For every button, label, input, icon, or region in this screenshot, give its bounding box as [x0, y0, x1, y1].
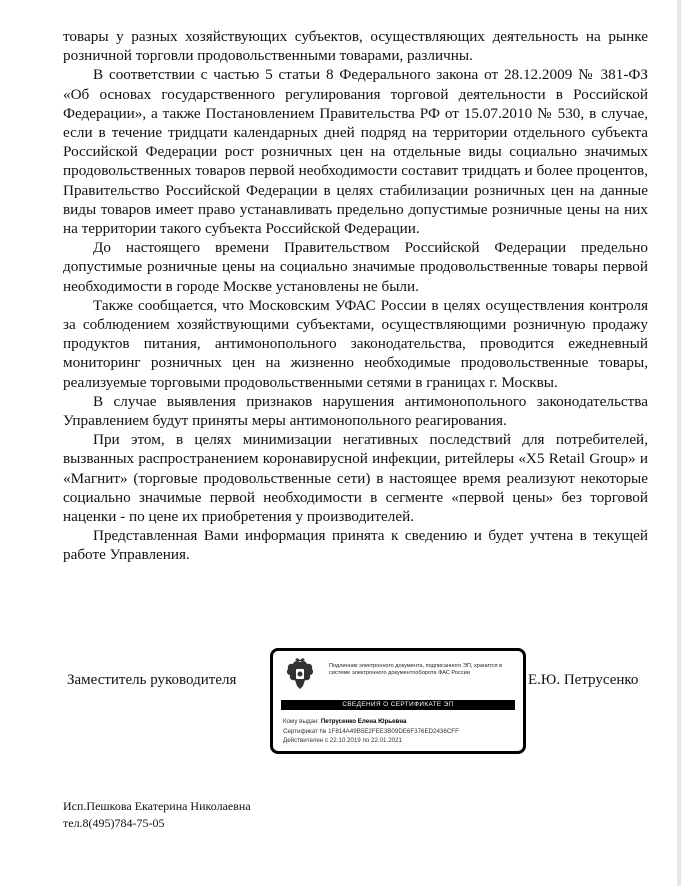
coat-of-arms-icon	[285, 658, 315, 692]
valid-from-date: 22.10.2019	[329, 737, 361, 744]
stamp-caption: Подлинник электронного документа, подписанного ЭП, хранится в системе электронного документооборота ФАС России	[329, 663, 503, 676]
paragraph-continuation: товары у разных хозяйствующих субъектов, осуществляющих деятельность на рынке розничной торговли продовольственными товарами, различны.	[63, 28, 648, 65]
letter-body	[63, 27, 648, 565]
certificate-heading: СВЕДЕНИЯ О СЕРТИФИКАТЕ ЭП	[281, 700, 515, 710]
paragraph-retailers: При этом, в целях минимизации негативных последствий для потребителей, вызванных распространением коронавирусной инфекции, ритейлеры «X5 Retail Group» и «Магнит» (торговые продовольственные сети) в настоящее время реализуют некоторые социально значимые первой необходимости в сегменте «первой цены» без торговой наценки - по цене их приобретения у производителей.	[63, 431, 648, 526]
paragraph-violations: В случае выявления признаков нарушения антимонопольного законодательства Управлением будут приняты меры антимонопольного реагирования.	[63, 392, 648, 430]
paragraph-monitoring: Также сообщается, что Московским УФАС России в целях осуществления контроля за соблюдением хозяйствующими субъектами, осуществляющими розничную продажу продуктов питания, антимонопольного законодательства, проводится ежедневный мониторинг розничных цен на жизненно необходимые продовольственные товары, реализуемые торговыми продовольственными сетями в границах г. Москвы.	[63, 296, 648, 391]
valid-from-label: Действителен с	[283, 737, 329, 744]
paragraph-closing: Представленная Вами информация принята к сведению и будет учтена в текущей работе Управления.	[63, 527, 648, 564]
electronic-signature-stamp	[270, 648, 526, 754]
issued-to-value: Петрусенко Елена Юрьевна	[320, 718, 407, 725]
executor-name: Исп.Пешкова Екатерина Николаевна	[63, 799, 251, 813]
executor-phone: тел.8(495)784-75-05	[63, 816, 165, 830]
valid-to-label: по	[362, 737, 370, 744]
paragraph-price-limits: До настоящего времени Правительством Российской Федерации предельно допустимые розничные цены на социально значимые продовольственные товары первой необходимости в городе Москве установлены не были.	[63, 239, 648, 295]
valid-to-date: 22.01.2021	[371, 737, 402, 744]
signatory-position: Заместитель руководителя	[67, 672, 237, 688]
paragraph-legal-basis: В соответствии с частью 5 статьи 8 Федерального закона от 28.12.2009 № 381-ФЗ «Об основах государственного регулирования торговой деятельности в Российской Федерации», а также Постановлением Правительства РФ от 15.07.2010 № 530, в случае, если в течение тридцати календарных дней подряд на территории отдельного субъекта Российской Федерации рост розничных цен на отдельные виды социально значимых продовольственных товаров первой необходимости составит тридцать и более процентов, Правительство Российской Федерации в целях стабилизации розничных цен на данные виды товаров имеет право устанавливать предельно допустимые розничные цены на них на территории такого субъекта Российской Федерации.	[63, 66, 648, 238]
page-edge	[677, 0, 681, 886]
issued-to-row	[283, 718, 407, 726]
certificate-row	[283, 728, 459, 736]
validity-row	[283, 737, 402, 745]
certificate-number: 1F814A49B5E2FEE3B09DE6F376ED2436CFF	[328, 728, 459, 735]
certificate-label: Сертификат №	[283, 728, 327, 735]
issued-to-label: Кому выдан:	[283, 718, 320, 725]
signatory-name: Е.Ю. Петрусенко	[528, 672, 639, 688]
